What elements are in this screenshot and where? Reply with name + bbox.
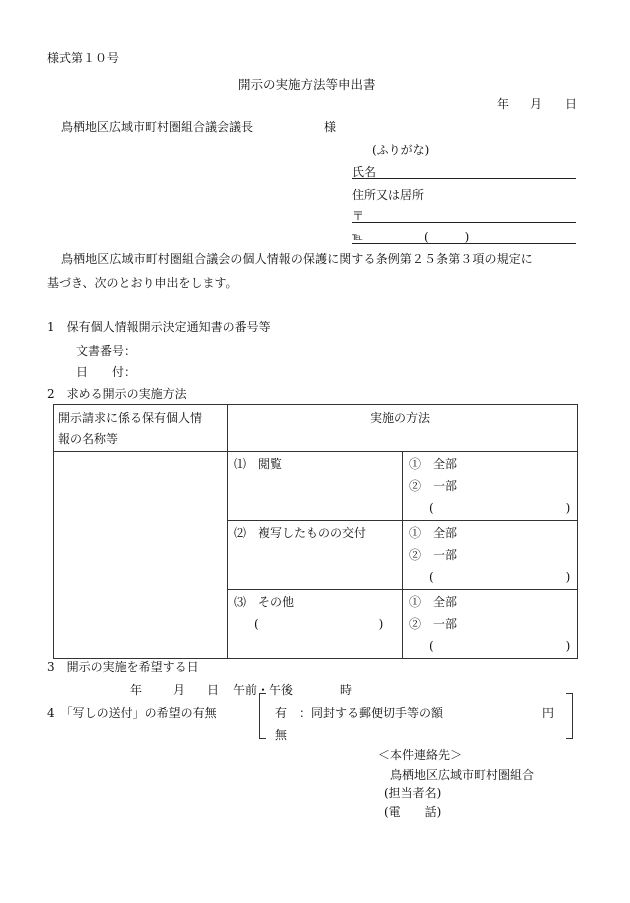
wish-ampm: 午前・午後 [233, 683, 294, 697]
wish-day: 日 [207, 683, 220, 697]
contact-heading: ＜本件連絡先＞ [378, 748, 463, 762]
date-day: 日 [565, 97, 578, 111]
other-method-detail: ( ) [254, 617, 384, 631]
scope-part-option[interactable]: ② 一部 [409, 617, 458, 631]
intro-line-2: 基づき、次のとおり申出をします。 [47, 276, 238, 290]
method-cell [228, 452, 403, 521]
method-cell [228, 590, 403, 659]
name-underline [352, 178, 576, 179]
scope-cell [403, 590, 578, 659]
wish-hour: 時 [340, 683, 353, 697]
info-name-cell[interactable] [54, 452, 228, 659]
method-label: ⑴ 閲覧 [234, 457, 283, 471]
scope-all-option[interactable]: ① 全部 [409, 457, 458, 471]
scope-cell [403, 521, 578, 590]
wish-month: 月 [173, 683, 186, 697]
address-label: 住所又は居所 [352, 188, 425, 202]
scope-cell [403, 452, 578, 521]
form-number: 様式第１０号 [47, 51, 120, 65]
tel-paren: ( ) [424, 230, 470, 244]
address-underline [352, 222, 576, 223]
scope-all-option[interactable]: ① 全部 [409, 595, 458, 609]
method-label: ⑶ その他 [234, 595, 295, 609]
header-method-label: 実施の方法 [370, 411, 431, 425]
table-header-name [54, 405, 228, 452]
notice-date-label: 日 付： [76, 365, 137, 379]
furigana-label: (ふりがな) [372, 143, 430, 157]
scope-part-detail: ( ) [429, 570, 571, 584]
scope-part-detail: ( ) [429, 501, 571, 515]
scope-part-option[interactable]: ② 一部 [409, 548, 458, 562]
stamp-yen-label: 円 [542, 706, 555, 720]
mail-yes-option[interactable]: 有 ：同封する郵便切手等の額 [275, 706, 444, 720]
date-year: 年 [497, 97, 510, 111]
left-bracket [259, 693, 266, 739]
date-month: 月 [530, 97, 543, 111]
table-header-row [54, 405, 578, 452]
document-title: 開示の実施方法等申出書 [238, 77, 376, 92]
table-header-method [228, 405, 578, 452]
tel-label: ℡ [352, 232, 363, 243]
section3-heading: 3 開示の実施を希望する日 [47, 660, 199, 674]
method-label: ⑵ 複写したものの交付 [234, 526, 367, 540]
scope-all-option[interactable]: ① 全部 [409, 526, 458, 540]
wish-year: 年 [130, 683, 143, 697]
scope-part-option[interactable]: ② 一部 [409, 479, 458, 493]
right-bracket [566, 693, 573, 739]
section1-heading: 1 保有個人情報開示決定通知書の番号等 [47, 320, 271, 334]
contact-phone: (電 話) [384, 805, 442, 819]
header-name-line-2: 報の名称等 [58, 432, 119, 446]
section2-heading: 2 求める開示の実施方法 [47, 387, 187, 401]
addressee-name: 鳥栖地区広域市町村圏組合議会議長 [61, 120, 254, 134]
table-row [54, 452, 578, 521]
mail-no-option[interactable]: 無 [275, 728, 288, 742]
method-table [53, 404, 578, 659]
contact-org: 鳥栖地区広域市町村圏組合 [390, 768, 535, 782]
postal-mark: 〒 [352, 209, 365, 223]
intro-line-1: 鳥栖地区広域市町村圏組合議会の個人情報の保護に関する条例第２５条第３項の規定に [61, 252, 533, 266]
addressee-honorific: 様 [324, 120, 337, 134]
section4-heading: 4 「写しの送付」の希望の有無 [47, 706, 217, 720]
contact-person: (担当者名) [384, 786, 442, 800]
doc-number-label: 文書番号： [76, 344, 137, 358]
method-cell [228, 521, 403, 590]
name-label: 氏名 [352, 165, 377, 179]
tel-underline [352, 243, 576, 244]
header-name-line-1: 開示請求に係る保有個人情 [58, 411, 203, 425]
scope-part-detail: ( ) [429, 639, 571, 653]
